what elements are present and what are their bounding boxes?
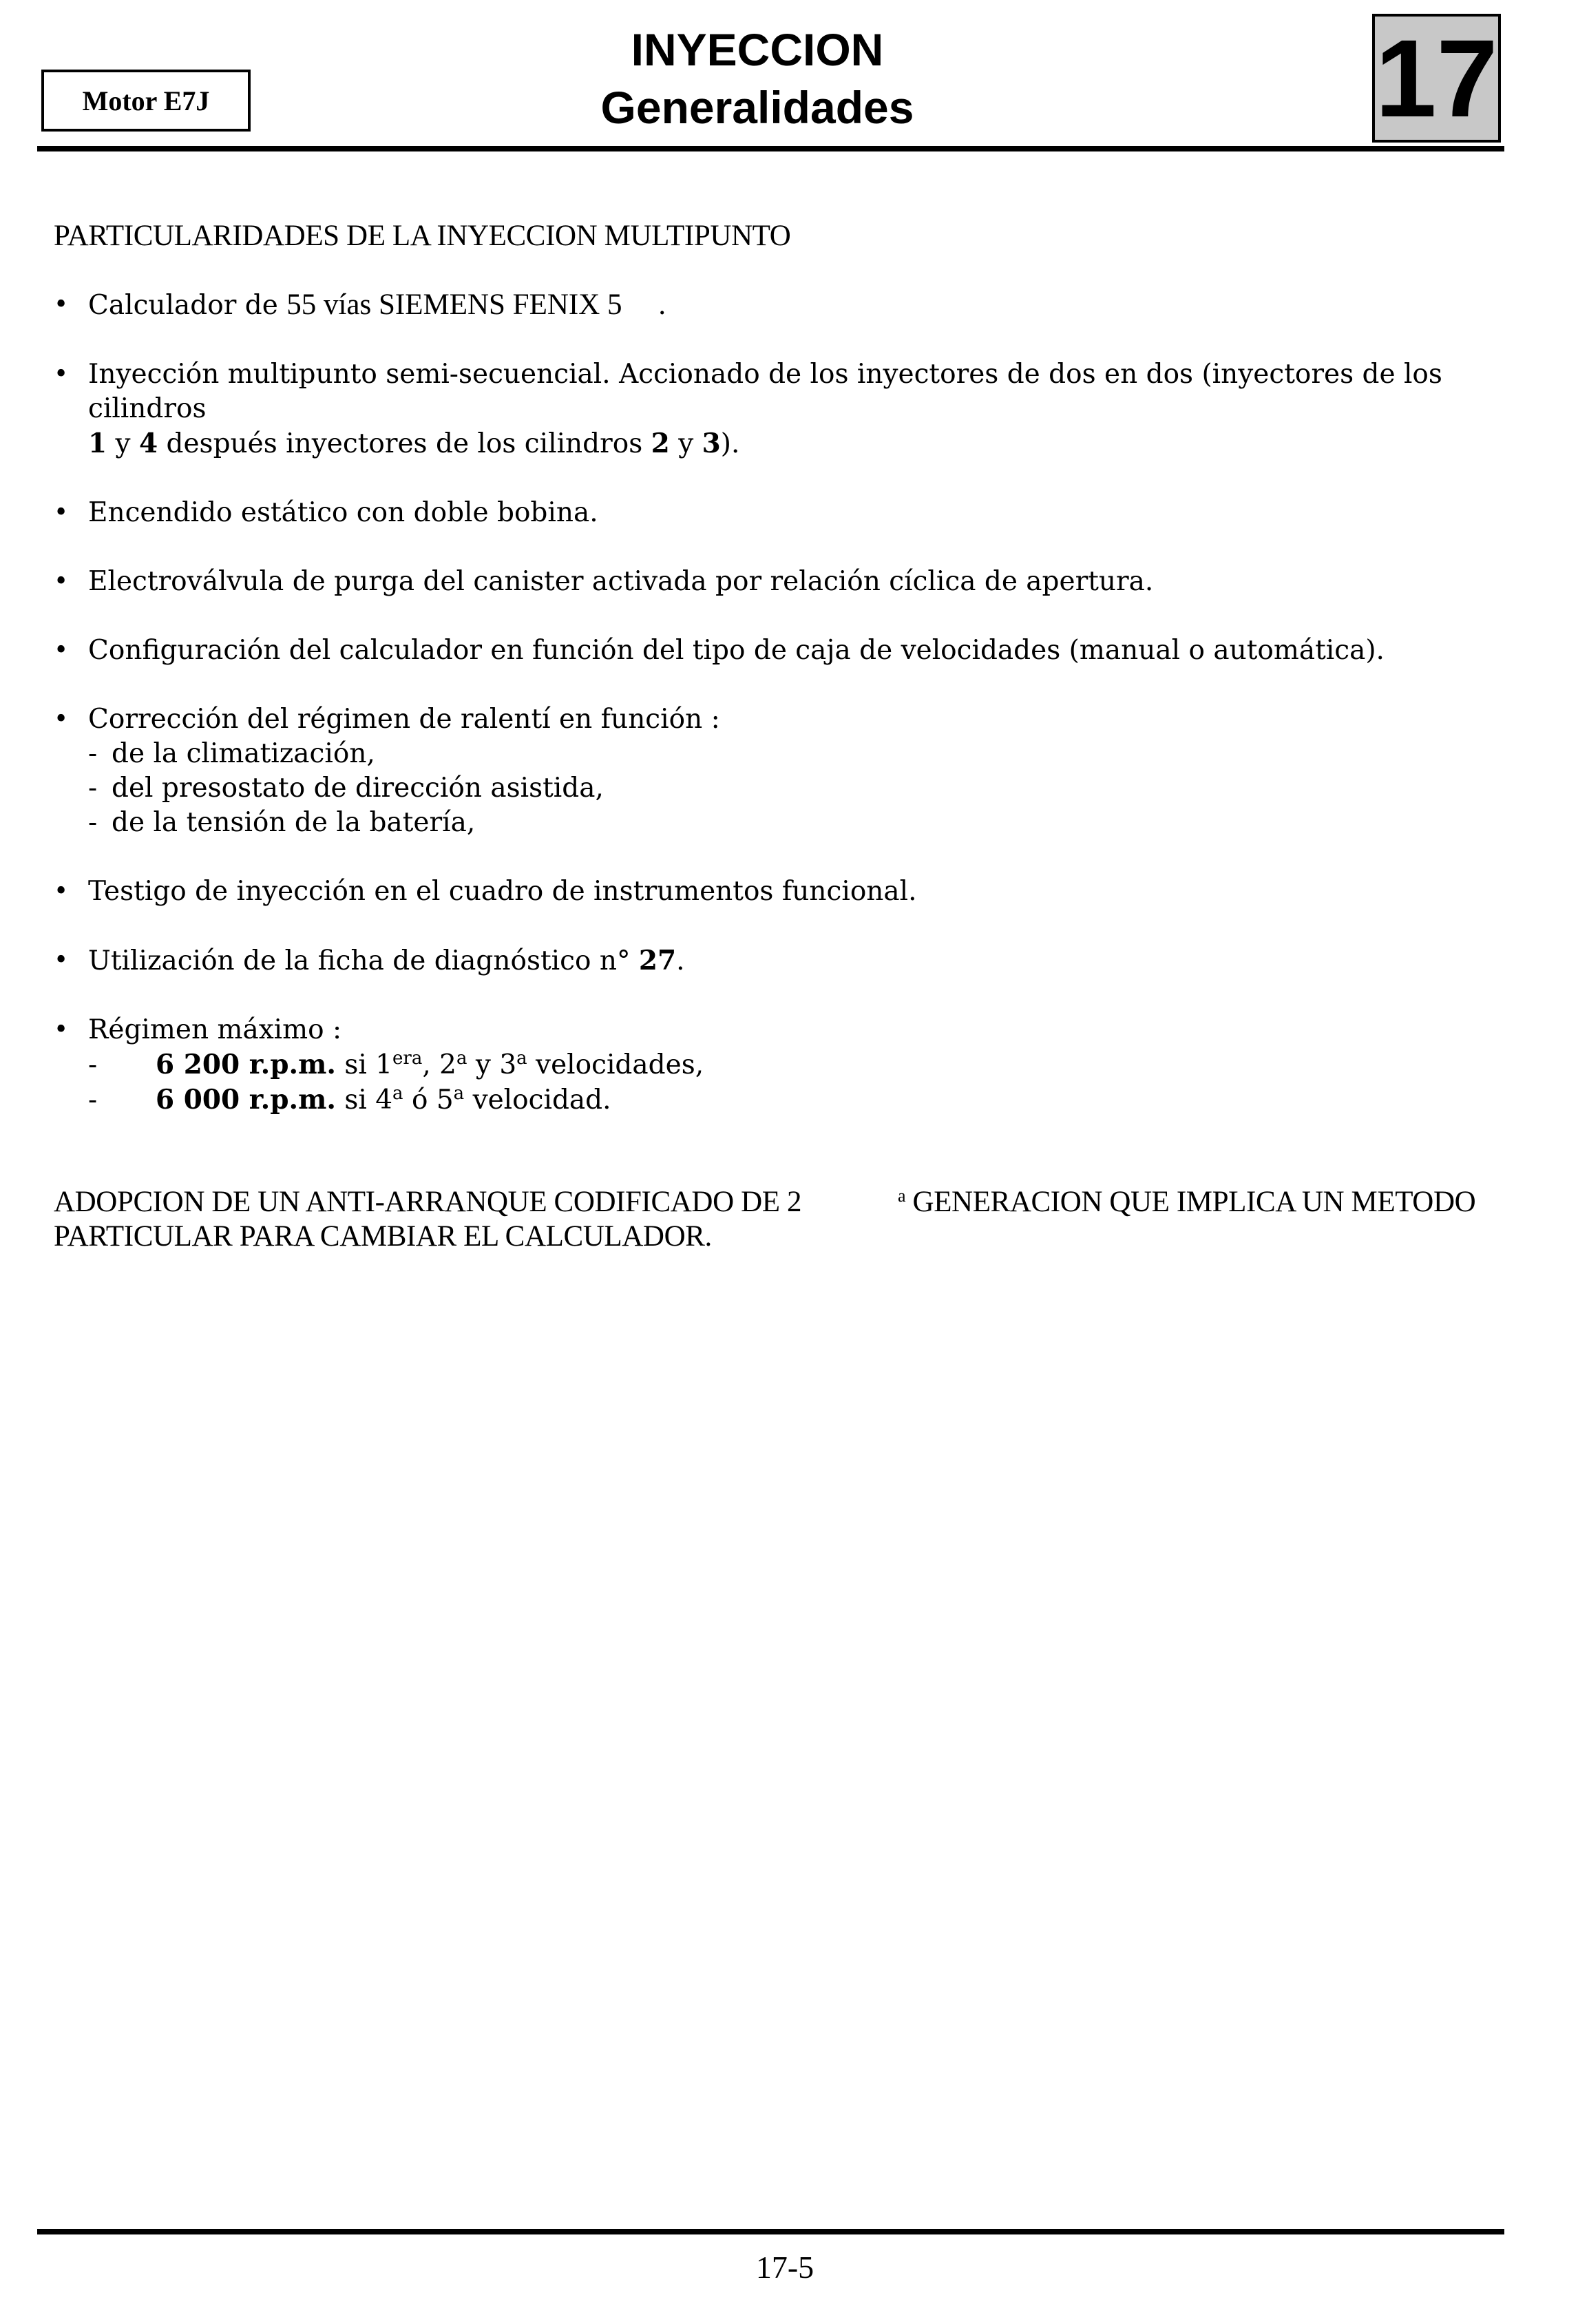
page-title: INYECCION xyxy=(631,24,884,75)
note-text: PARTICULAR PARA CAMBIAR EL CALCULADOR. xyxy=(54,1220,712,1253)
sub-item xyxy=(88,806,1486,840)
header-rule xyxy=(37,146,1504,151)
ignition-text: Encendido estático con doble bobina. xyxy=(88,497,598,528)
text: ). xyxy=(720,428,740,459)
text: si 4 xyxy=(335,1085,393,1116)
sub-item xyxy=(88,1047,1486,1082)
text: velocidades, xyxy=(527,1049,704,1080)
diag-suffix: . xyxy=(676,945,685,976)
superscript: a xyxy=(453,1083,465,1104)
feature-list xyxy=(54,288,1486,1118)
note-text: ADOPCION DE UN ANTI-ARRANQUE CODIFICADO DE 2 xyxy=(54,1186,802,1218)
superscript: era xyxy=(392,1048,423,1069)
text: y xyxy=(107,428,139,459)
cylinder-number: 1 xyxy=(88,428,107,459)
text: y xyxy=(669,428,702,459)
calc-value: 55 vías SIEMENS FENIX 5 xyxy=(286,289,622,321)
text: ó 5 xyxy=(403,1085,454,1116)
note-text: GENERACION QUE IMPLICA UN METODO xyxy=(905,1186,1476,1218)
superscript: a xyxy=(456,1048,467,1069)
text: , 2 xyxy=(422,1049,456,1080)
diag-value: 27 xyxy=(638,945,677,976)
footer-rule xyxy=(37,2229,1504,2234)
list-item xyxy=(54,634,1486,668)
sub-item xyxy=(88,1082,1486,1118)
dash: - xyxy=(88,773,98,804)
text: y 3 xyxy=(467,1049,517,1080)
list-item xyxy=(54,288,1486,323)
idle-intro: Corrección del régimen de ralentí en función : xyxy=(88,704,720,735)
list-item xyxy=(54,496,1486,530)
text: velocidad. xyxy=(464,1085,611,1116)
calc-suffix: . xyxy=(658,290,666,321)
list-item xyxy=(54,565,1486,599)
dash: - xyxy=(88,807,98,838)
superscript: a xyxy=(392,1083,403,1104)
rpm-value: 6 000 r.p.m. xyxy=(156,1084,336,1116)
section-heading: PARTICULARIDADES DE LA INYECCION MULTIPUNTO xyxy=(54,220,791,252)
dash: - xyxy=(88,1049,98,1080)
sub-item-text: de la tensión de la batería, xyxy=(112,807,476,838)
page-number: 17-5 xyxy=(755,2250,814,2285)
cylinder-number: 3 xyxy=(702,428,721,459)
chapter-number: 17 xyxy=(1372,14,1501,143)
motor-label: Motor E7J xyxy=(41,70,251,132)
main-content xyxy=(54,219,1486,1254)
config-text: Configuración del calculador en función del tipo de caja de velocidades (manual o automática). xyxy=(88,635,1385,666)
warning-light-text: Testigo de inyección en el cuadro de instrumentos funcional. xyxy=(88,876,917,907)
dash: - xyxy=(88,738,98,769)
superscript: a xyxy=(516,1048,527,1069)
cylinder-number: 2 xyxy=(651,428,670,459)
dash: - xyxy=(88,1085,98,1116)
text: si 1 xyxy=(335,1049,393,1080)
superscript: a xyxy=(898,1186,906,1206)
list-item xyxy=(54,875,1486,909)
injection-text: Inyección multipunto semi-secuencial. Accionado de los inyectores de dos en dos (inyectores de los cilindros xyxy=(88,359,1442,424)
calc-prefix: Calculador de xyxy=(88,290,287,321)
sub-item-text: de la climatización, xyxy=(112,738,375,769)
text: después inyectores de los cilindros xyxy=(158,428,651,459)
sub-item xyxy=(88,737,1486,771)
canister-text: Electroválvula de purga del canister activada por relación cíclica de apertura. xyxy=(88,566,1154,597)
diag-prefix: Utilización de la ficha de diagnóstico n° xyxy=(88,945,639,976)
cylinder-number: 4 xyxy=(138,428,158,459)
rpm-value: 6 200 r.p.m. xyxy=(156,1049,336,1080)
sub-item-text: del presostato de dirección asistida, xyxy=(112,773,604,804)
list-item xyxy=(54,943,1486,978)
page-header xyxy=(482,21,1033,136)
list-item xyxy=(54,1013,1486,1118)
page-subtitle: Generalidades xyxy=(600,82,914,133)
immobiliser-note xyxy=(54,1185,1486,1254)
max-intro: Régimen máximo : xyxy=(88,1014,342,1045)
sub-item xyxy=(88,771,1486,806)
list-item xyxy=(54,357,1486,461)
list-item xyxy=(54,702,1486,840)
